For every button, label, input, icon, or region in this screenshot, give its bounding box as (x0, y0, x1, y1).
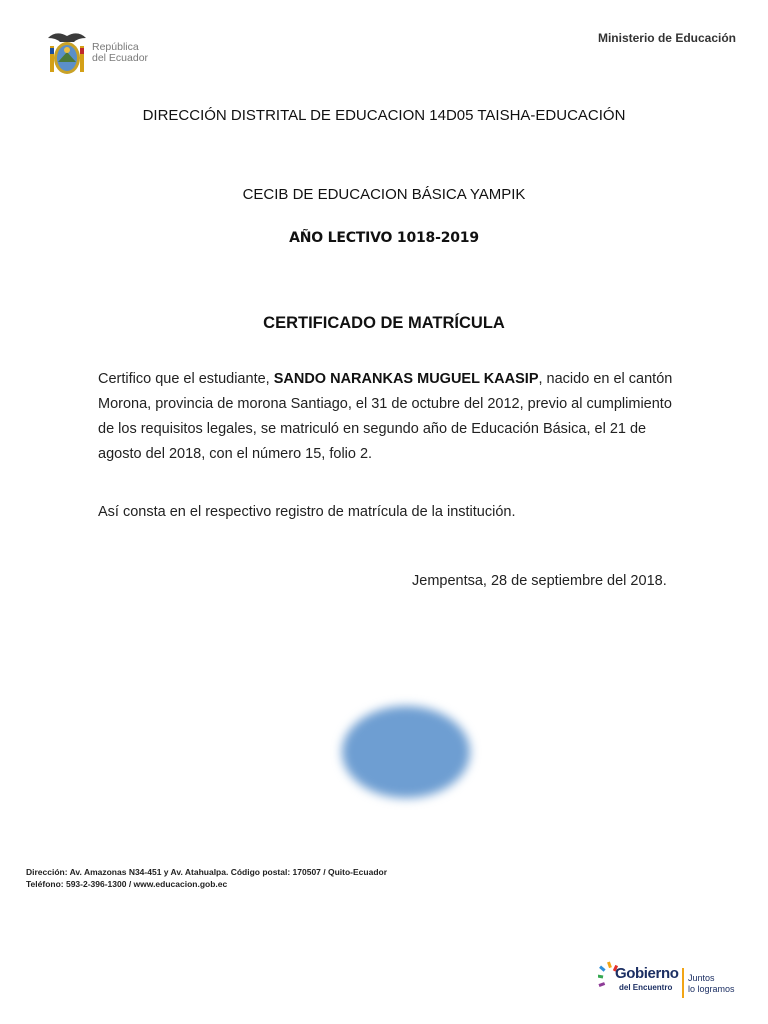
place-and-date: Jempentsa, 28 de septiembre del 2018. (412, 573, 667, 589)
slogan-line-1: Juntos (688, 973, 715, 983)
student-name: SANDO NARANKAS MUGUEL KAASIP (273, 371, 539, 387)
slogan-line-2: lo logramos (688, 984, 735, 994)
logo-divider (682, 968, 684, 998)
coat-of-arms-icon (44, 28, 90, 80)
logo-line-ecuador: del Ecuador (92, 52, 149, 64)
paragraph-intro: Certifico que el estudiante, (98, 371, 274, 387)
footer-contact (26, 866, 387, 890)
school-title: CECIB DE EDUCACION BÁSICA YAMPIK (242, 186, 526, 203)
district-title: DIRECCIÓN DISTRITAL DE EDUCACION 14D05 TAISHA-EDUCACIÓN (142, 107, 626, 124)
registry-statement: Así consta en el respectivo registro de matrícula de la institución. (98, 504, 516, 520)
gobierno-del-encuentro-logo (598, 958, 748, 1002)
certificate-title: CERTIFICADO DE MATRÍCULA (263, 314, 505, 332)
gobierno-text: Gobierno (615, 965, 679, 982)
del-encuentro-text: del Encuentro (619, 983, 673, 992)
paragraph-rest: , nacido en el cantón Morona, provincia de morona Santiago, el 31 de octubre del 2012, previo al cumplimiento de los requisitos legales, se matriculó en segundo año de Educación Básica, el 21 de agosto del 2018, con el número 15, folio 2. (98, 371, 673, 462)
logo-line-republica: República (92, 41, 139, 53)
ministry-name: Ministerio de Educación (597, 31, 736, 45)
republica-del-ecuador-logo (44, 28, 164, 82)
footer-phone-line: Teléfono: 593-2-396-1300 / www.educacion.gob.ec (26, 879, 228, 889)
school-year-title: AÑO LECTIVO 1018-2019 (289, 230, 479, 246)
blurred-seal (342, 706, 470, 798)
logo-text (92, 42, 148, 64)
footer-address-line: Dirección: Av. Amazonas N34-451 y Av. Atahualpa. Código postal: 170507 / Quito-Ecuador (26, 867, 388, 877)
certification-paragraph (98, 367, 692, 467)
